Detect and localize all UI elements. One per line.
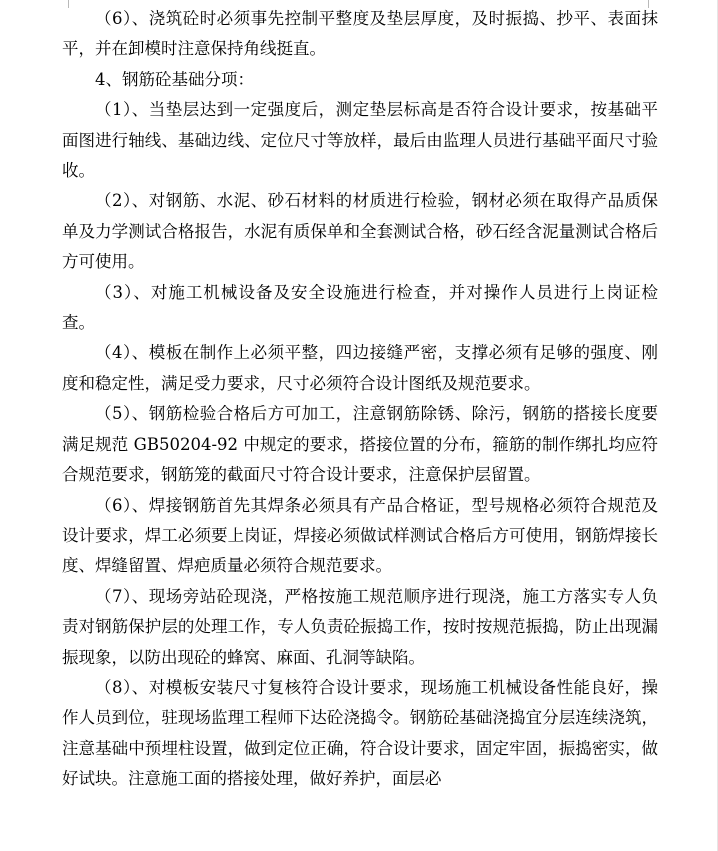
section-heading-4: 4、钢筋砼基础分项： [95,69,254,89]
paragraph-6-welding: （6）、焊接钢筋首先其焊条必须具有产品合格证，型号规格必须符合规范及设计要求，焊工必须要上岗证，焊接必须做试样测试合格后方可使用，钢筋焊接长度、焊缝留置、焊疤质量必须符合规范要求。 [62,495,658,576]
paragraph-7-pouring-supervision: （7）、现场旁站砼现浇，严格按施工规范顺序进行现浇，施工方落实专人负责对钢筋保护层的处理工作，专人负责砼振捣工作，按时按规范振捣，防止出现漏振现象，以防出现砼的蜂窝、麻面、孔洞等缺陷。 [62,586,658,667]
paragraph-2-materials: （2）、对钢筋、水泥、砂石材料的材质进行检验，钢材必须在取得产品质保单及力学测试合格报告，水泥有质保单和全套测试合格，砂石经含泥量测试合格后方可使用。 [62,191,658,272]
paragraph-5-rebar: （5）、钢筋检验合格后方可加工，注意钢筋除锈、除污，钢筋的搭接长度要满足规范 GB50204-92 中规定的要求，搭接位置的分布，箍筋的制作绑扎均应符合规范要求，钢筋笼的截面尺寸符合设计要求，注意保护层留置。 [62,404,658,485]
paragraph-4-formwork: （4）、模板在制作上必须平整，四边接缝严密，支撑必须有足够的强度、刚度和稳定性，满足受力要求，尺寸必须符合设计图纸及规范要求。 [62,343,658,393]
paragraph-1-cushion: （1）、当垫层达到一定强度后，测定垫层标高是否符合设计要求，按基础平面图进行轴线、基础边线、定位尺寸等放样，最后由监理人员进行基础平面尺寸验收。 [62,100,658,181]
paragraph-3-equipment: （3）、对施工机械设备及安全设施进行检查，并对操作人员进行上岗证检查。 [62,282,658,333]
paragraph-6-pouring: （6）、浇筑砼时必须事先控制平整度及垫层厚度，及时振捣、抄平、表面抹平，并在卸模时注意保持角线挺直。 [62,9,658,59]
document-body [62,0,658,795]
paragraph-8-formwork-check: （8）、对模板安装尺寸复核符合设计要求，现场施工机械设备性能良好，操作人员到位，驻现场监理工程师下达砼浇捣令。钢筋砼基础浇捣宜分层连续浇筑，注意基础中预埋柱设置，做到定位正确，符合设计要求，固定牢固，振捣密实，做好试块。注意施工面的搭接处理，做好养护，面层必 [62,677,658,789]
